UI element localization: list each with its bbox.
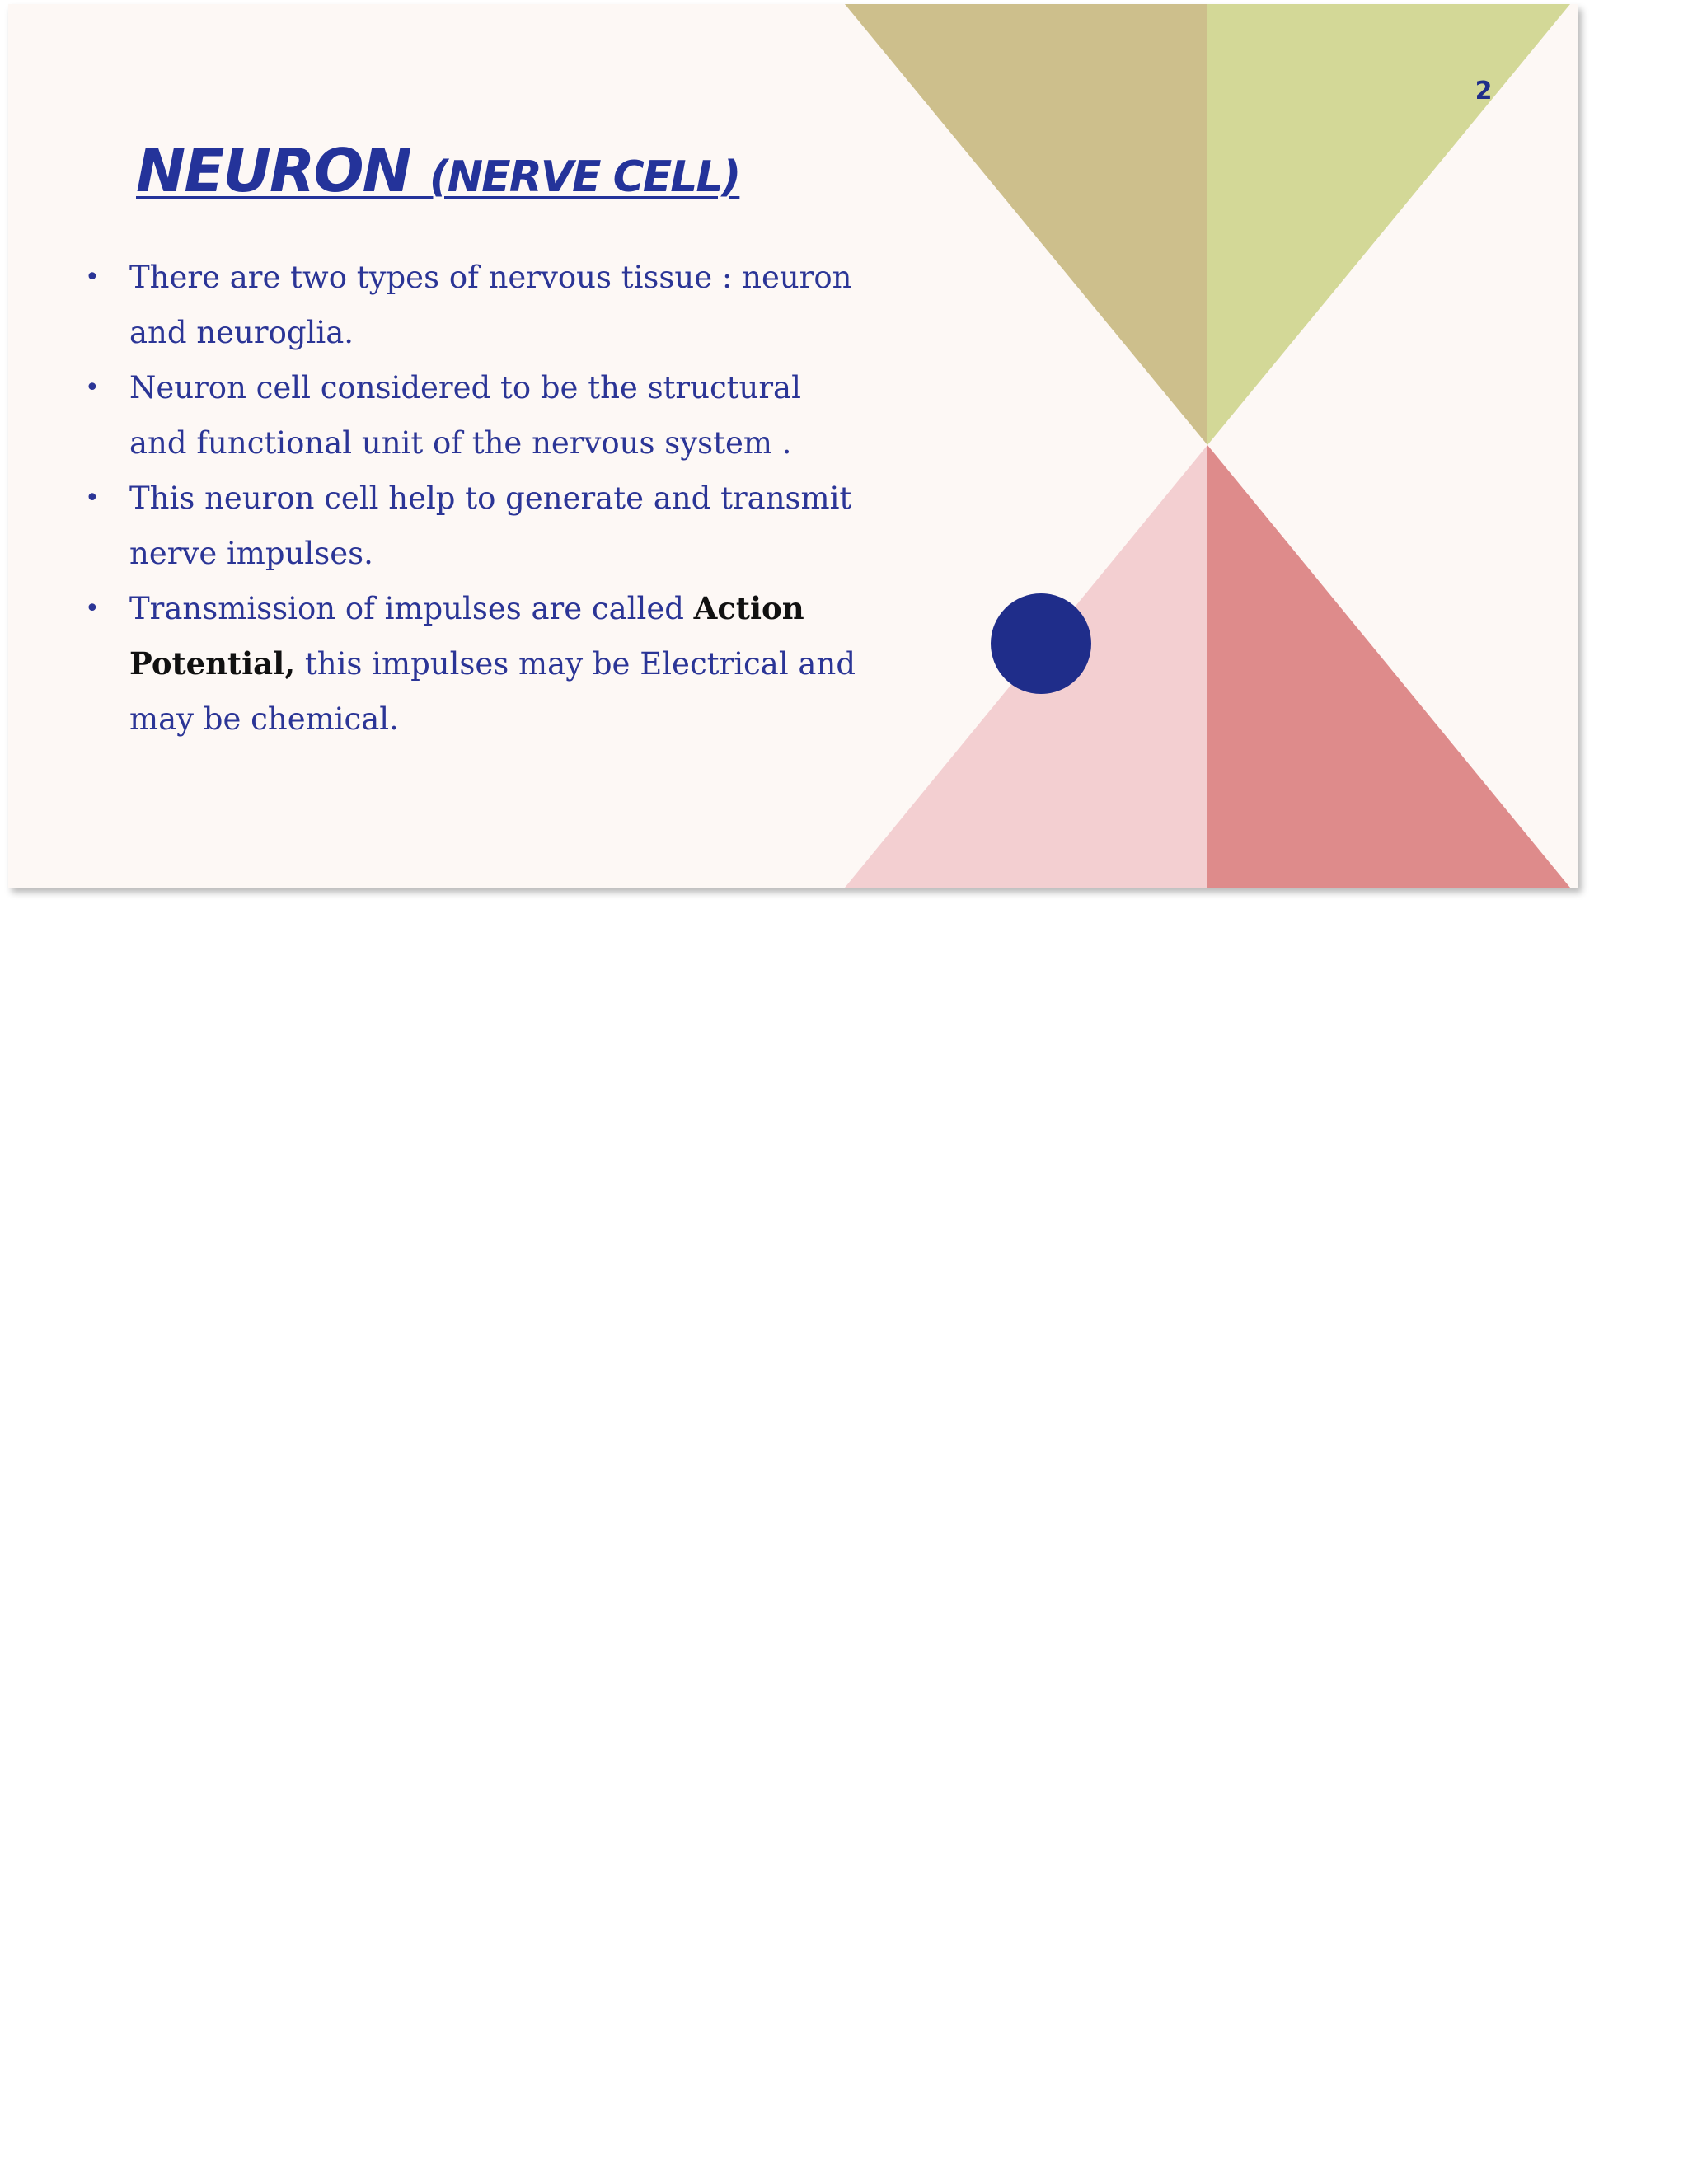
bullet-text: There are two types of nervous tissue : neuron and neuroglia. [129,260,852,350]
bullet-item [74,471,865,581]
bullet-text: This neuron cell help to generate and transmit nerve impulses. [129,480,852,571]
page-number: 2 [1475,77,1493,105]
bullet-text-after: this impulses may be Electrical and may be chemical. [129,646,856,737]
bullet-text-before: Transmission of impulses are called [129,591,694,626]
bullet-item [74,360,865,471]
bullet-dot-icon: • [85,594,100,623]
bullet-item [74,581,865,747]
olive-triangle [845,4,1207,445]
bullet-dot-icon: • [85,263,100,292]
bullet-dot-icon: • [85,373,100,402]
slide [8,4,1578,888]
lime-triangle [1207,4,1570,445]
rose-triangle [1207,445,1570,888]
slide-title [136,136,739,205]
bullet-dot-icon: • [85,484,100,513]
bullet-list [74,250,865,747]
title-subtitle: (NERVE CELL) [429,152,740,202]
navy-circle [991,593,1091,694]
bullet-item [74,250,865,360]
bullet-text: Neuron cell considered to be the structural and functional unit of the nervous system . [129,370,801,461]
action-potential-term: Action Potential, [129,590,804,682]
title-main: NEURON [136,136,410,205]
